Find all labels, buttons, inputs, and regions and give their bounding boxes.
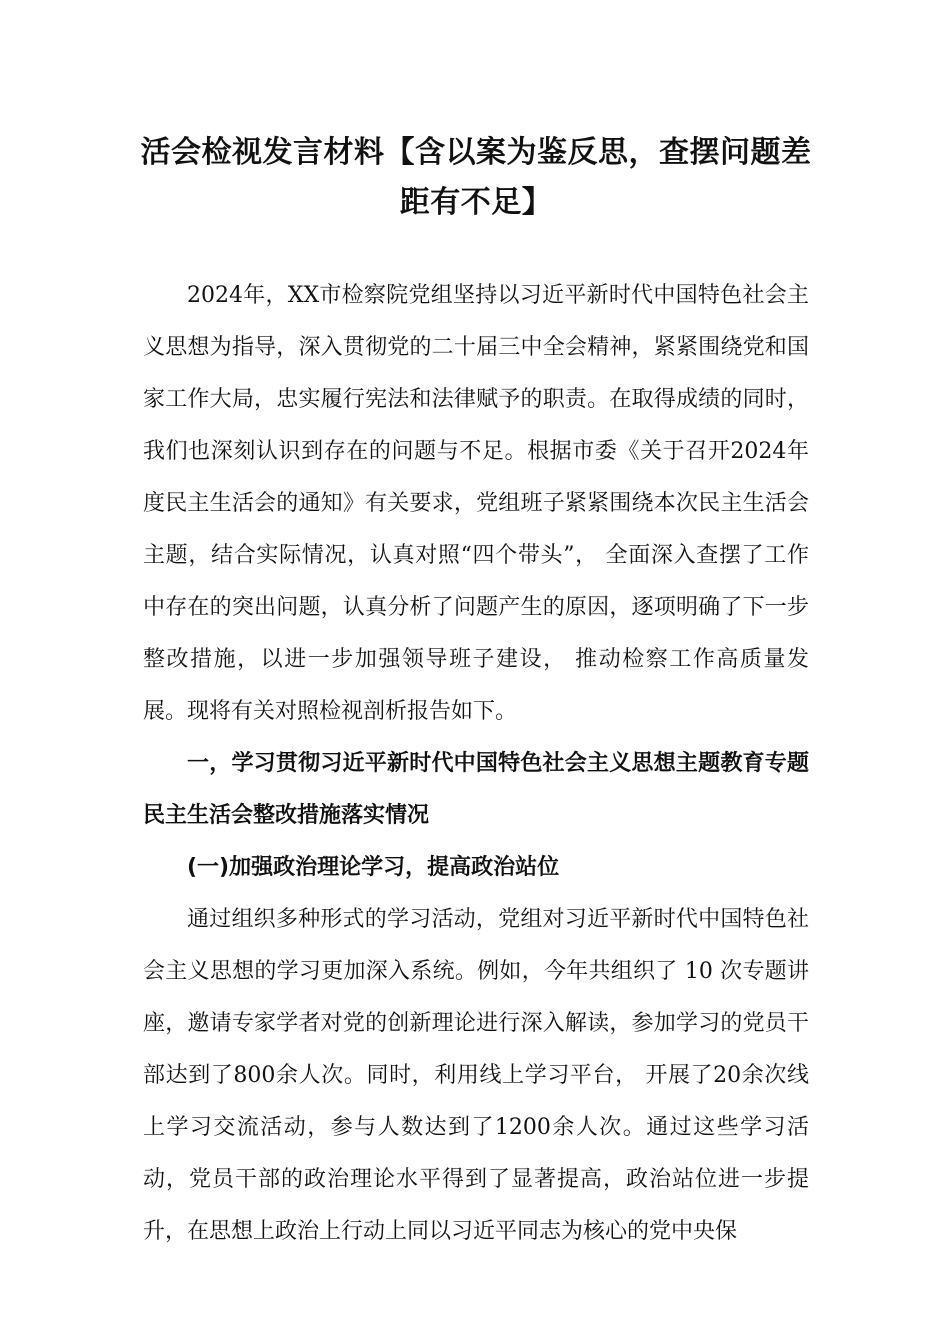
- document-body: [143, 270, 809, 1258]
- body-paragraph: 通过组织多种形式的学习活动，党组对习近平新时代中国特色社会主义思想的学习更加深入系统。例如，今年共组织了 10 次专题讲座，邀请专家学者对党的创新理论进行深入解读，参加学习的党员干部达到了800余人次。同时，利用线上学习平台， 开展了20余次线上学习交流活动，参与人数达到了1200余人次。通过这些学习活动，党员干部的政治理论水平得到了显著提高，政治站位进一步提升，在思想上政治上行动上同以习近平同志为核心的党中央保: [143, 907, 809, 1244]
- subsection-heading: (一)加强政治理论学习，提高政治站位: [187, 855, 560, 880]
- document-title: 活会检视发言材料【含以案为鉴反思，查摆问题差距有不足】: [140, 135, 812, 220]
- intro-paragraph: 2024年，XX市检察院党组坚持以习近平新时代中国特色社会主义思想为指导，深入贯彻党的二十届三中全会精神，紧紧围绕党和国家工作大局，忠实履行宪法和法律赋予的职责。在取得成绩的同时，我们也深刻认识到存在的问题与不足。根据市委《关于召开2024年度民主生活会的通知》有关要求，党组班子紧紧围绕本次民主生活会主题，结合实际情况，认真对照“四个带头”， 全面深入查摆了工作中存在的突出问题，认真分析了问题产生的原因，逐项明确了下一步整改措施，以进一步加强领导班子建设， 推动检察工作高质量发展。现将有关对照检视剖析报告如下。: [143, 283, 809, 724]
- section-heading: 一，学习贯彻习近平新时代中国特色社会主义思想主题教育专题民主生活会整改措施落实情况: [143, 751, 809, 828]
